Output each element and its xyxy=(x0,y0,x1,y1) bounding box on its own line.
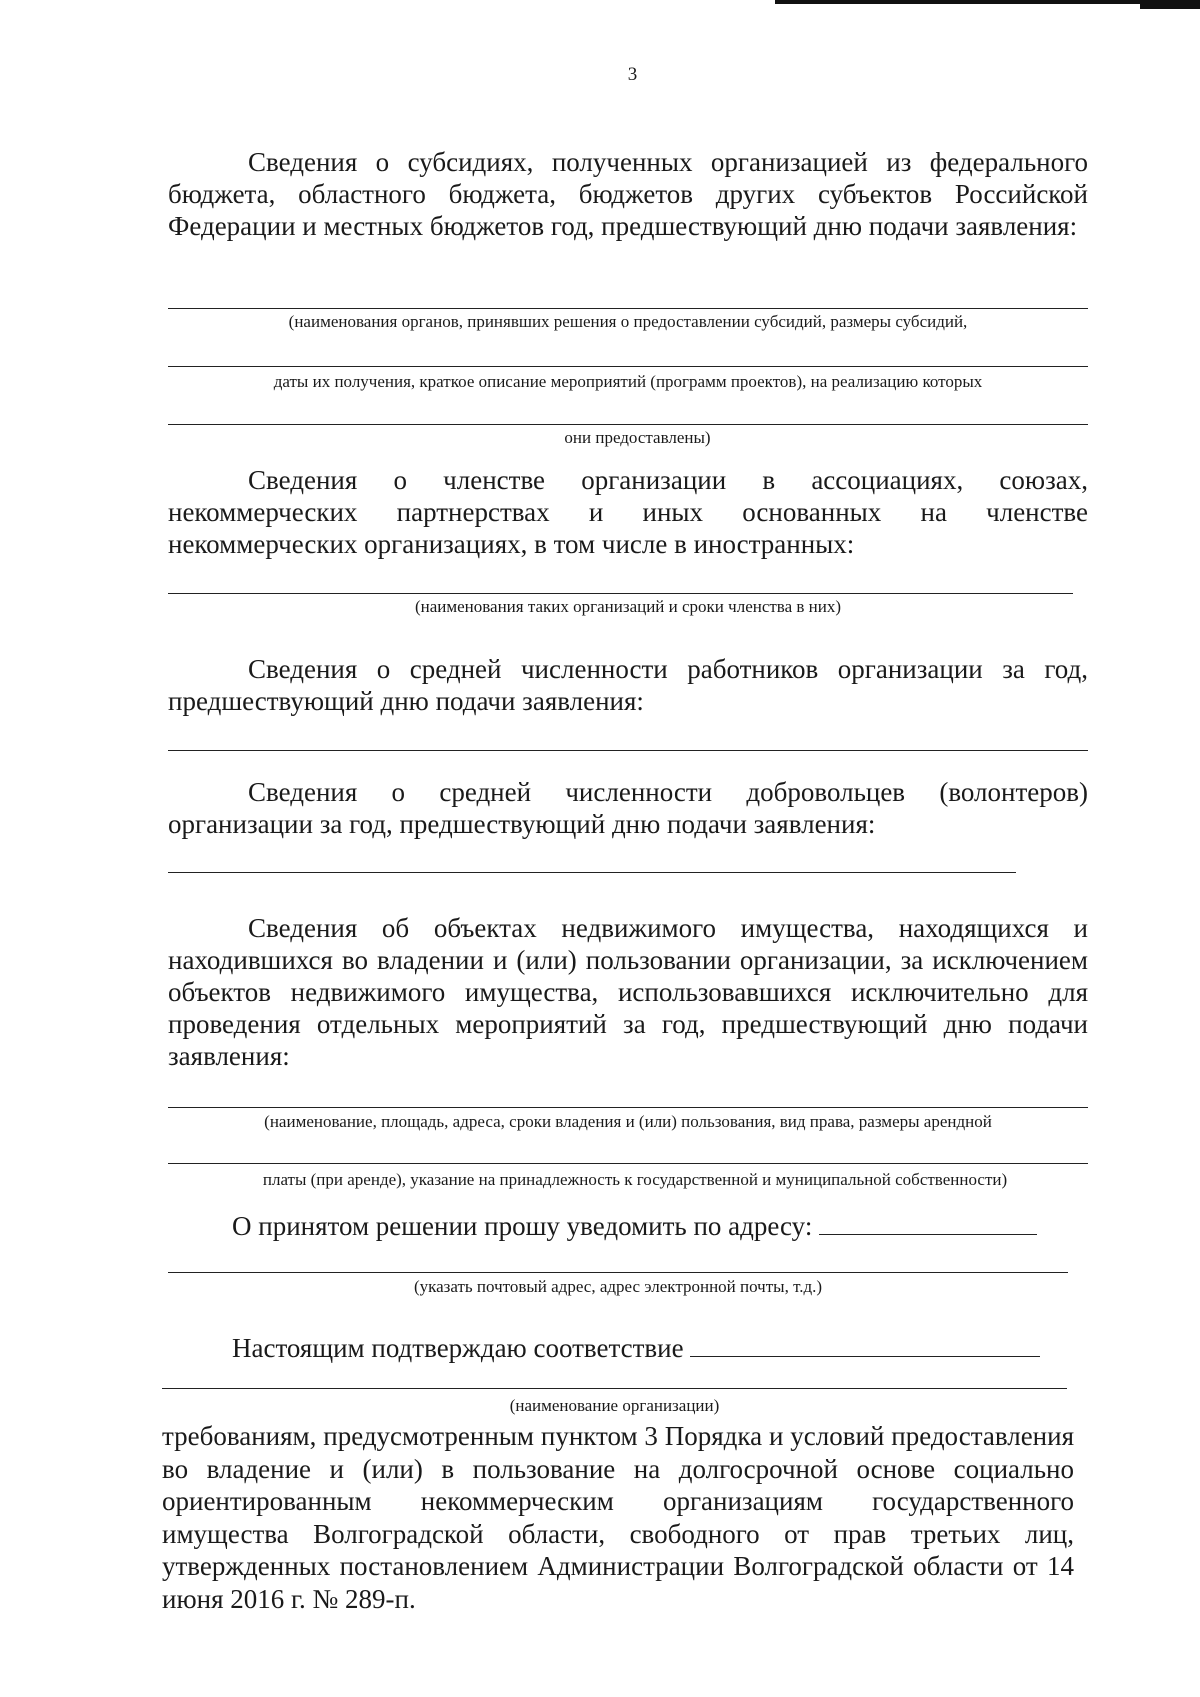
subsidies-line-1[interactable] xyxy=(168,308,1088,309)
confirm-caption: (наименование организации) xyxy=(509,1396,720,1415)
notify-line[interactable] xyxy=(168,1272,1068,1273)
property-caption-1: (наименование, площадь, адреса, сроки владения и (или) пользования, вид права, размеры арендной xyxy=(264,1112,992,1131)
property-line-1[interactable] xyxy=(168,1107,1088,1108)
membership-caption: (наименования таких организаций и сроки членства в них) xyxy=(414,597,842,616)
subsidies-line-2[interactable] xyxy=(168,366,1088,367)
confirm-line[interactable] xyxy=(162,1388,1067,1389)
employees-paragraph: Сведения о средней численности работников организации за год, предшествующий дню подачи заявления: xyxy=(168,654,1088,716)
property-caption-2: платы (при аренде), указание на принадлежность к государственной и муниципальной собственности) xyxy=(262,1170,1008,1189)
scan-edge-mark xyxy=(775,0,1200,4)
volunteers-line[interactable] xyxy=(168,872,1016,873)
page-number: 3 xyxy=(627,64,638,85)
membership-line[interactable] xyxy=(168,593,1073,594)
notify-address-field[interactable] xyxy=(819,1212,1037,1235)
subsidies-caption-3: они предоставлены) xyxy=(564,428,711,447)
subsidies-caption-2: даты их получения, краткое описание мероприятий (программ проектов), на реализацию которых xyxy=(273,372,983,391)
subsidies-line-3[interactable] xyxy=(168,424,1088,425)
membership-paragraph: Сведения о членстве организации в ассоциациях, союзах, некоммерческих партнерствах и иных основанных на членстве некоммерческих организациях, в том числе в иностранных: xyxy=(168,465,1088,559)
confirm-row xyxy=(232,1332,1040,1364)
confirm-org-field[interactable] xyxy=(690,1334,1040,1357)
confirm-label: Настоящим подтверждаю соответствие xyxy=(232,1333,684,1363)
confirm-continuation: требованиям, предусмотренным пунктом 3 Порядка и условий предоставления во владение и (или) в пользование на долгосрочной основе социально ориентированным некоммерческим организациям государственного имущества Волгоградской области, свободного от прав третьих лиц, утвержденных постановлением Администрации Волгоградской области от 14 июня 2016 г. № 289-п. xyxy=(162,1421,1074,1614)
property-paragraph: Сведения об объектах недвижимого имущества, находящихся и находившихся во владении и (или) пользовании организации, за исключением объектов недвижимого имущества, использовавшихся исключительно для проведения отдельных мероприятий за год, предшествующий дню подачи заявления: xyxy=(168,913,1088,1071)
subsidies-paragraph: Сведения о субсидиях, полученных организацией из федерального бюджета, областного бюджета, бюджетов других субъектов Российской Федерации и местных бюджетов год, предшествующий дню подачи заявления: xyxy=(168,147,1088,241)
subsidies-caption-1: (наименования органов, принявших решения о предоставлении субсидий, размеры субсидий, xyxy=(288,312,968,331)
notify-label: О принятом решении прошу уведомить по адресу: xyxy=(232,1211,813,1241)
notify-row xyxy=(232,1210,1037,1242)
notify-caption: (указать почтовый адрес, адрес электронной почты, т.д.) xyxy=(413,1277,823,1296)
volunteers-paragraph: Сведения о средней численности добровольцев (волонтеров) организации за год, предшествующий дню подачи заявления: xyxy=(168,777,1088,839)
employees-line[interactable] xyxy=(168,750,1088,751)
property-line-2[interactable] xyxy=(168,1163,1088,1164)
